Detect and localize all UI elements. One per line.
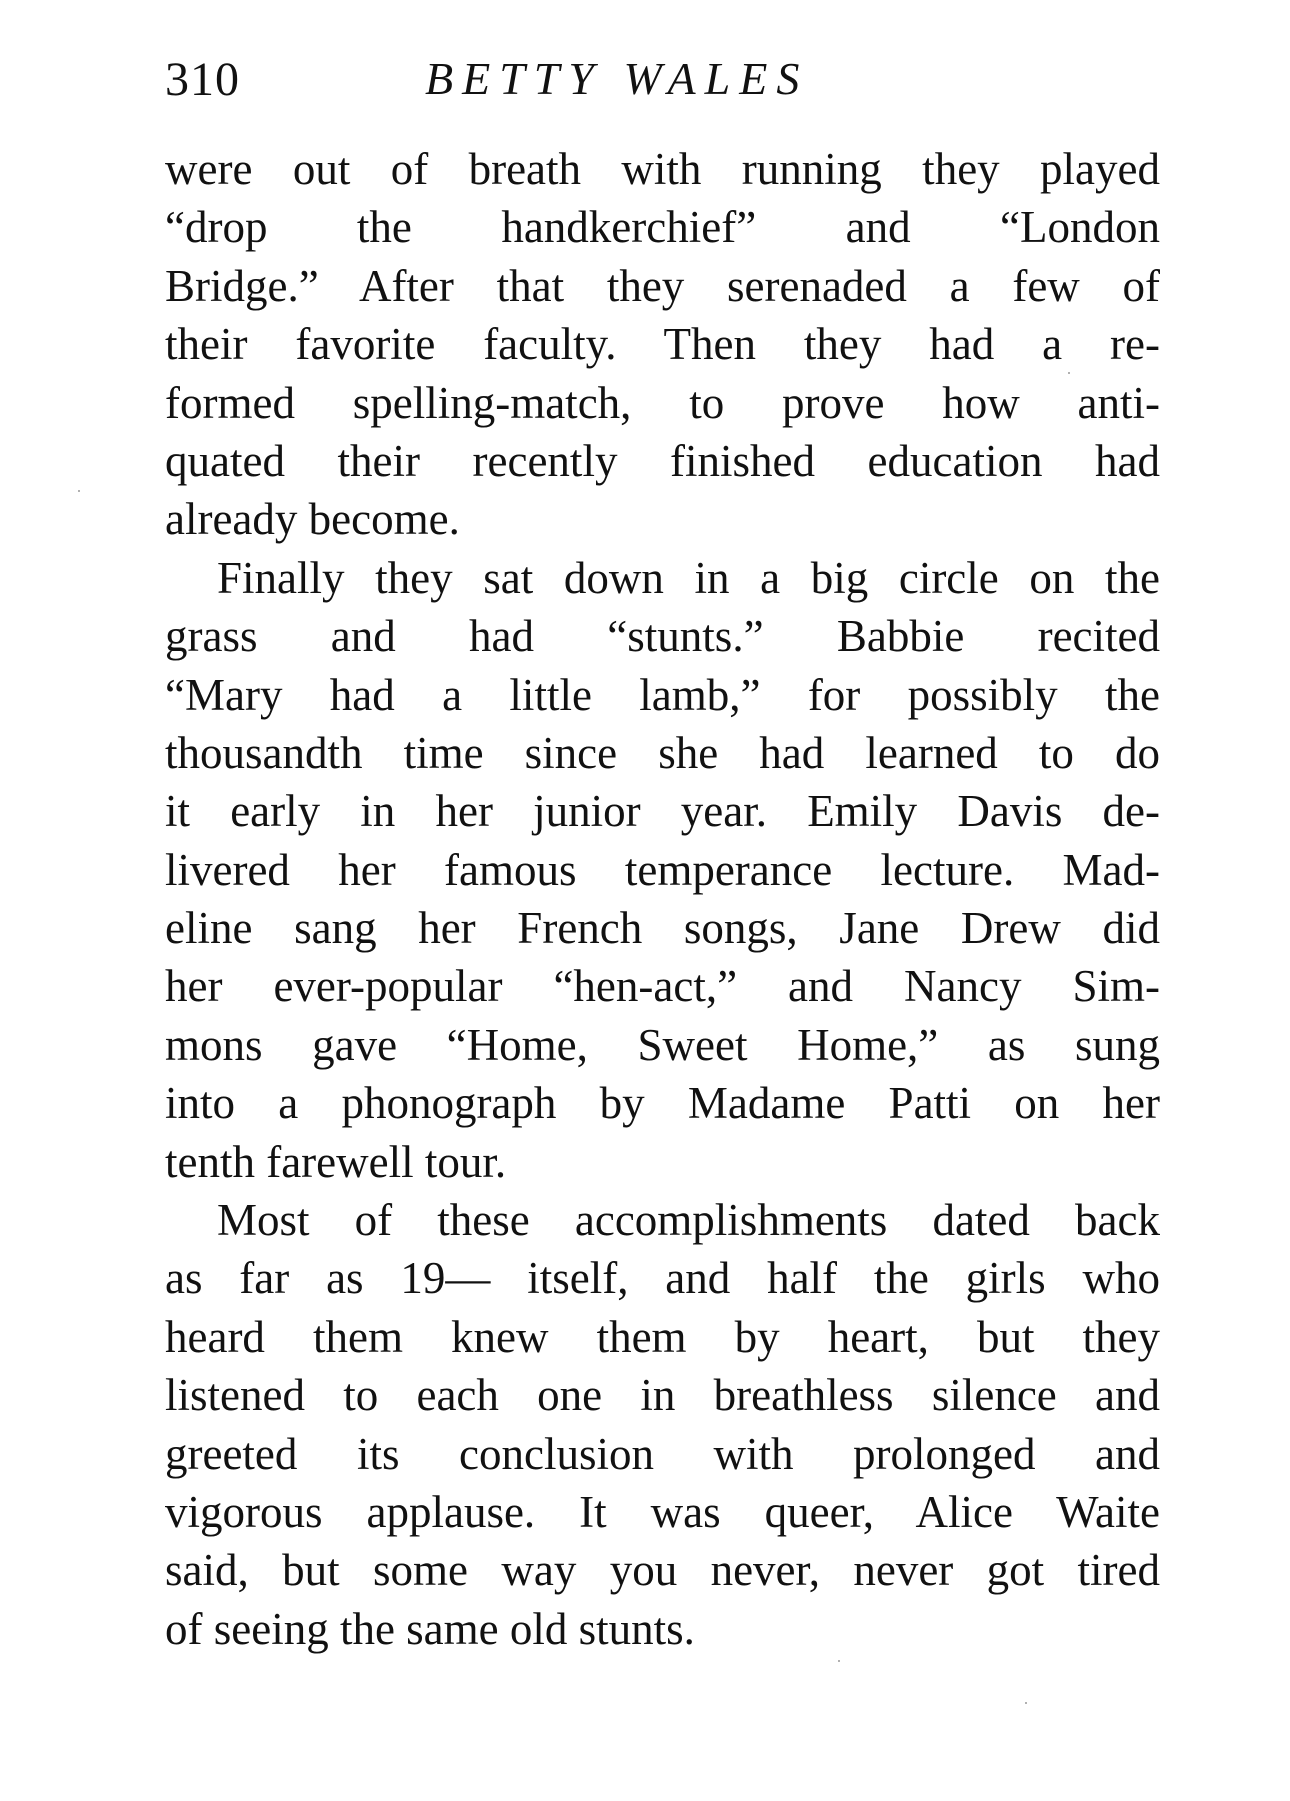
text-line: listened to each one in breathless silence and: [165, 1370, 1160, 1421]
page-number: 310: [165, 53, 240, 106]
text-line: Finally they sat down in a big circle on the: [217, 552, 1160, 603]
text-line: their favorite faculty. Then they had a re-: [165, 319, 1160, 370]
text-line: vigorous applause. It was queer, Alice Waite: [165, 1486, 1160, 1537]
text-line: into a phonograph by Madame Patti on her: [165, 1078, 1160, 1129]
text-line: “drop the handkerchief” and “London: [165, 202, 1160, 253]
page-header: [165, 52, 1160, 114]
text-line: already become.: [165, 494, 460, 545]
paragraph: [165, 549, 1160, 1191]
text-line: mons gave “Home, Sweet Home,” as sung: [165, 1019, 1160, 1070]
text-line: Bridge.” After that they serenaded a few of: [165, 260, 1160, 311]
running-title: BETTY WALES: [425, 53, 809, 104]
text-line: “Mary had a little lamb,” for possibly the: [165, 669, 1160, 720]
text-line: thousandth time since she had learned to do: [165, 727, 1160, 778]
body-text: [165, 140, 1160, 1658]
text-line: Most of these accomplishments dated back: [217, 1195, 1160, 1246]
text-line: eline sang her French songs, Jane Drew did: [165, 903, 1160, 954]
text-line: grass and had “stunts.” Babbie recited: [165, 611, 1160, 662]
text-line: of seeing the same old stunts.: [165, 1603, 695, 1654]
paper-speck: [1068, 372, 1070, 374]
paragraph: [165, 140, 1160, 549]
paper-speck: [838, 1660, 840, 1662]
text-line: tenth farewell tour.: [165, 1136, 507, 1187]
text-line: said, but some way you never, never got tired: [165, 1545, 1160, 1596]
text-line: were out of breath with running they played: [165, 144, 1160, 194]
text-line: quated their recently finished education had: [165, 435, 1160, 486]
text-line: heard them knew them by heart, but they: [165, 1311, 1160, 1362]
book-page: [165, 52, 1160, 1752]
paper-speck: [78, 490, 80, 492]
text-line: greeted its conclusion with prolonged and: [165, 1428, 1160, 1479]
paragraph: [165, 1191, 1160, 1658]
text-line: it early in her junior year. Emily Davis de-: [165, 786, 1160, 837]
text-line: her ever-popular “hen-act,” and Nancy Sim-: [165, 961, 1160, 1012]
paper-speck: [1025, 1702, 1027, 1704]
text-line: formed spelling-match, to prove how anti-: [165, 377, 1160, 428]
text-line: livered her famous temperance lecture. Mad-: [165, 844, 1160, 895]
text-line: as far as 19— itself, and half the girls who: [165, 1253, 1160, 1304]
